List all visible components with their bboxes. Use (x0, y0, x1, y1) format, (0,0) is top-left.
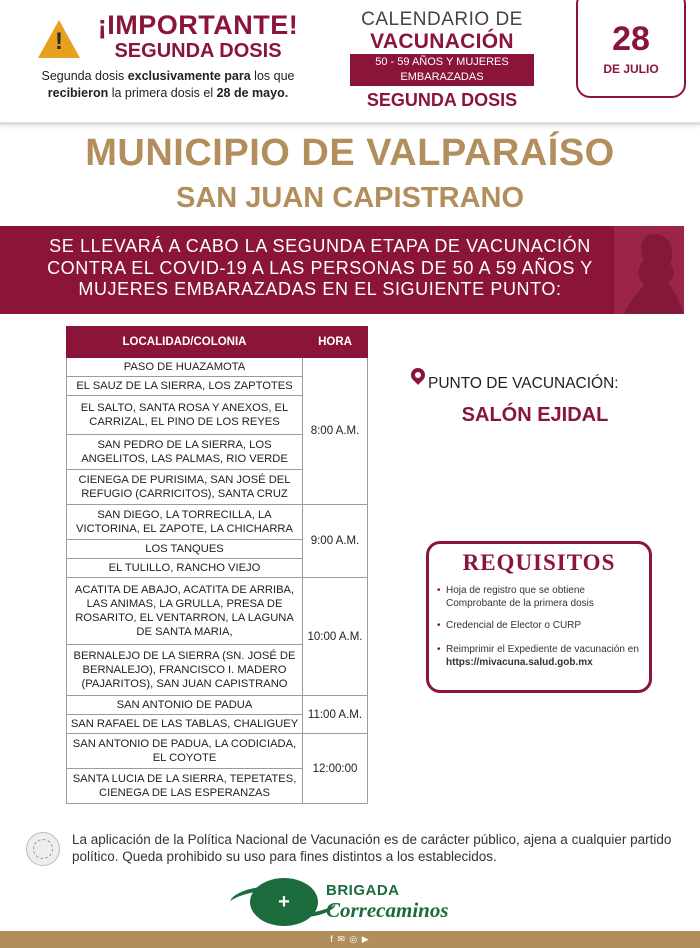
locality-cell: SAN RAFAEL DE LAS TABLAS, CHALIGUEY (67, 715, 303, 734)
date-month: DE JULIO (603, 62, 659, 76)
column-header-localidad: LOCALIDAD/COLONIA (67, 327, 303, 358)
mivacuna-link[interactable]: https://mivacuna.salud.gob.mx (446, 656, 593, 668)
second-dose-note (30, 68, 306, 102)
note-bold-2: recibieron (47, 86, 109, 100)
table-row (67, 578, 368, 645)
calendar-title-line2: VACUNACIÓN (370, 30, 514, 53)
time-cell: 10:00 A.M. (303, 578, 368, 696)
locality-cell: PASO DE HUAZAMOTA (67, 358, 303, 377)
announcement-text: SE LLEVARÁ A CABO LA SEGUNDA ETAPA DE VACUNACIÓN CONTRA EL COVID-19 A LAS PERSONAS DE 50 A 59 AÑOS Y MUJERES EMBARAZADAS EN EL SIGUIENTE PUNTO: (47, 236, 593, 299)
locality-title: SAN JUAN CAPISTRANO (175, 182, 525, 214)
national-seal-inner (33, 839, 53, 859)
table-row (67, 505, 368, 540)
locality-cell: SAN DIEGO, LA TORRECILLA, LA VICTORINA, EL ZAPOTE, LA CHICHARRA (67, 505, 303, 540)
requirement-text: Reimprimir el Expediente de vacunación en (446, 644, 639, 655)
locality-cell: SANTA LUCIA DE LA SIERRA, TEPETATES, CIENEGA DE LAS ESPERANZAS (67, 769, 303, 804)
social-icons[interactable]: f ✉ ◎ ▶ (330, 934, 370, 944)
table-row (67, 734, 368, 769)
vaccination-point-value: SALÓN EJIDAL (461, 404, 609, 426)
note-text-1: Segunda dosis (41, 69, 128, 83)
note-text-2: los que (250, 69, 295, 83)
table-row (67, 358, 368, 377)
locality-cell: SAN ANTONIO DE PADUA (67, 696, 303, 715)
calendar-dose-label: SEGUNDA DOSIS (366, 90, 518, 110)
time-cell: 8:00 A.M. (303, 358, 368, 505)
locality-cell: BERNALEJO DE LA SIERRA (SN. JOSÉ DE BERNALEJO), FRANCISCO I. MADERO (PAJARITOS), SAN JUAN CAPISTRANO (67, 645, 303, 696)
vaccination-point-label: PUNTO DE VACUNACIÓN: (428, 375, 619, 392)
table-row (67, 696, 368, 715)
locality-cell: SAN ANTONIO DE PADUA, LA CODICIADA, EL COYOTE (67, 734, 303, 769)
locality-cell: EL SAUZ DE LA SIERRA, LOS ZAPTOTES (67, 377, 303, 396)
table-header-row (67, 327, 368, 358)
locality-cell: EL TULILLO, RANCHO VIEJO (67, 559, 303, 578)
important-title: ¡IMPORTANTE! (97, 10, 299, 40)
brand-line2: Correcaminos (326, 898, 449, 922)
requirement-item (446, 644, 642, 669)
requirement-item: • Hoja de registro que se obtiene Comprobante de la primera dosis (446, 585, 642, 610)
date-day: 28 (612, 20, 650, 58)
locality-cell: CIENEGA DE PURISIMA, SAN JOSÉ DEL REFUGIO (CARRICITOS), SANTA CRUZ (67, 470, 303, 505)
requirement-item: • Credencial de Elector o CURP (446, 620, 642, 633)
warning-mark: ! (55, 28, 63, 55)
locality-cell: ACATITA DE ABAJO, ACATITA DE ARRIBA, LAS ANIMAS, LA GRULLA, PRESA DE ROSARITO, EL VENTARRON, LA LAGUNA DE SANTA MARIA, (67, 578, 303, 645)
locality-cell: LOS TANQUES (67, 540, 303, 559)
schedule-table (66, 326, 368, 804)
important-subtitle: SEGUNDA DOSIS (114, 40, 282, 62)
locality-cell: SAN PEDRO DE LA SIERRA, LOS ANGELITOS, LAS PALMAS, RIO VERDE (67, 435, 303, 470)
time-cell: 11:00 A.M. (303, 696, 368, 734)
municipality-title: MUNICIPIO DE VALPARAÍSO (85, 132, 615, 174)
column-header-hora: HORA (303, 327, 368, 358)
note-text-3: la primera dosis el (108, 86, 217, 100)
brand-line1: BRIGADA (326, 882, 400, 899)
time-cell: 12:00:00 (303, 734, 368, 804)
location-pin-dot (415, 372, 421, 378)
brigada-logo-cross: + (278, 891, 290, 913)
note-bold-1: exclusivamente para (127, 69, 251, 83)
time-cell: 9:00 A.M. (303, 505, 368, 578)
requirements-title: REQUISITOS (462, 550, 616, 575)
woman-silhouette-icon (614, 226, 684, 314)
locality-cell: EL SALTO, SANTA ROSA Y ANEXOS, EL CARRIZAL, EL PINO DE LOS REYES (67, 396, 303, 435)
policy-note: La aplicación de la Política Nacional de Vacunación es de carácter público, ajena a cualquier partido político. Queda prohibido su uso para fines distintos a los establecidos. (72, 832, 672, 864)
calendar-title-line1: CALENDARIO DE (361, 9, 523, 30)
note-bold-3: 28 de mayo. (216, 86, 289, 100)
calendar-group-badge: 50 - 59 AÑOS Y MUJERES EMBARAZADAS (350, 54, 534, 86)
